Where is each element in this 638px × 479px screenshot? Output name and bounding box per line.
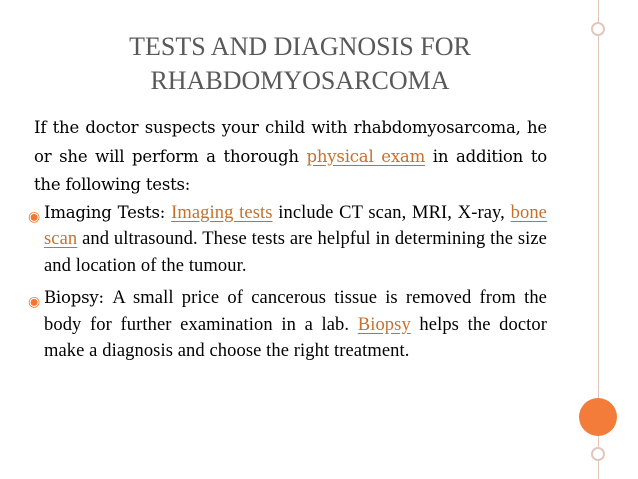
- bullet-text: include CT scan, MRI, X-ray,: [272, 202, 511, 223]
- decorative-orange-circle: [579, 398, 617, 436]
- bullet-lead: Imaging Tests:: [44, 202, 172, 222]
- intro-text-before: If the doctor suspects your child with rhabdomyosarcoma, he or she will perform a thorough: [34, 118, 547, 166]
- decorative-circle-bottom: [591, 447, 605, 461]
- slide-title: [70, 30, 530, 98]
- bullet-marker-icon: ◉: [28, 294, 41, 310]
- title-line-2: RHABDOMYOSARCOMA: [150, 66, 450, 95]
- bullet-text: helps the doctor make a diagnosis and choose the right treatment.: [44, 314, 547, 361]
- imaging-tests-link[interactable]: Imaging tests: [171, 202, 273, 223]
- slide-body: [28, 114, 547, 365]
- intro-paragraph: [34, 114, 547, 200]
- bullet-text: A small price of cancerous tissue is removed from the body for further examination in a lab.: [44, 288, 547, 335]
- physical-exam-link[interactable]: physical exam: [306, 146, 426, 166]
- bullet-text: and ultrasound. These tests are helpful in determining the size and location of the tumour.: [44, 229, 547, 276]
- biopsy-link[interactable]: Biopsy: [357, 314, 411, 335]
- title-line-1: TESTS AND DIAGNOSIS FOR: [129, 32, 471, 61]
- intro-text-after: in addition to the following tests:: [34, 146, 547, 194]
- bullet-imaging-tests: [28, 200, 547, 280]
- decorative-circle-top: [591, 22, 605, 36]
- bullet-biopsy: [28, 285, 547, 365]
- bullet-lead: Biopsy:: [44, 288, 113, 307]
- bullet-marker-icon: ◉: [28, 208, 41, 225]
- bone-scan-link[interactable]: bone scan: [44, 202, 547, 249]
